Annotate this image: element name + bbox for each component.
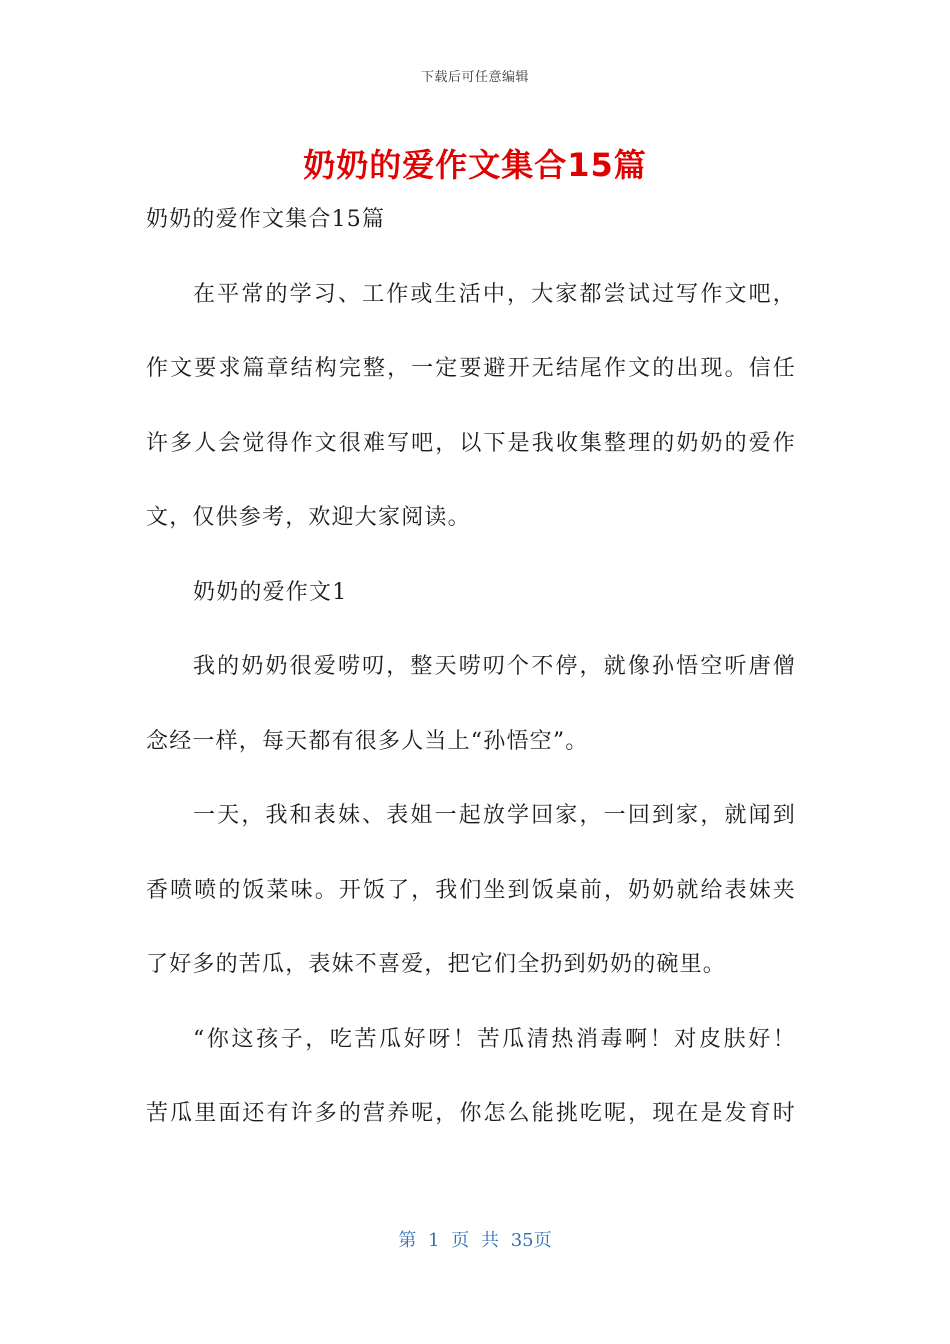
page-number-footer: 第 1 页 共 35页	[398, 1230, 552, 1251]
text-line: “你这孩子，吃苦瓜好呀！苦瓜清热消毒啊！对皮肤好！	[193, 1026, 796, 1052]
text-line: 在平常的学习、工作或生活中，大家都尝试过写作文吧，	[193, 281, 796, 307]
section-heading: 奶奶的爱作文1	[193, 579, 348, 605]
text-line: 念经一样，每天都有很多人当上“孙悟空”。	[146, 728, 589, 754]
text-line: 作文要求篇章结构完整，一定要避开无结尾作文的出现。信任	[146, 356, 796, 381]
text-line: 我的奶奶很爱唠叨，整天唠叨个不停，就像孙悟空听唐僧	[193, 654, 796, 679]
text-line: 了好多的苦瓜，表妹不喜爱，把它们全扔到奶奶的碗里。	[146, 952, 727, 977]
text-line: 文，仅供参考，欢迎大家阅读。	[146, 505, 471, 530]
body-text	[146, 196, 796, 1165]
document-title: 奶奶的爱作文集合15篇	[303, 146, 647, 184]
text-line: 许多人会觉得作文很难写吧，以下是我收集整理的奶奶的爱作	[146, 430, 796, 456]
text-line: 一天，我和表妹、表姐一起放学回家，一回到家，就闻到	[193, 803, 796, 828]
text-line: 奶奶的爱作文集合15篇	[146, 207, 386, 232]
text-line: 香喷喷的饭菜味。开饭了，我们坐到饭桌前，奶奶就给表妹夹	[146, 877, 796, 903]
header-note: 下载后可任意编辑	[420, 70, 529, 85]
text-line: 苦瓜里面还有许多的营养呢，你怎么能挑吃呢，现在是发育时	[146, 1101, 796, 1126]
